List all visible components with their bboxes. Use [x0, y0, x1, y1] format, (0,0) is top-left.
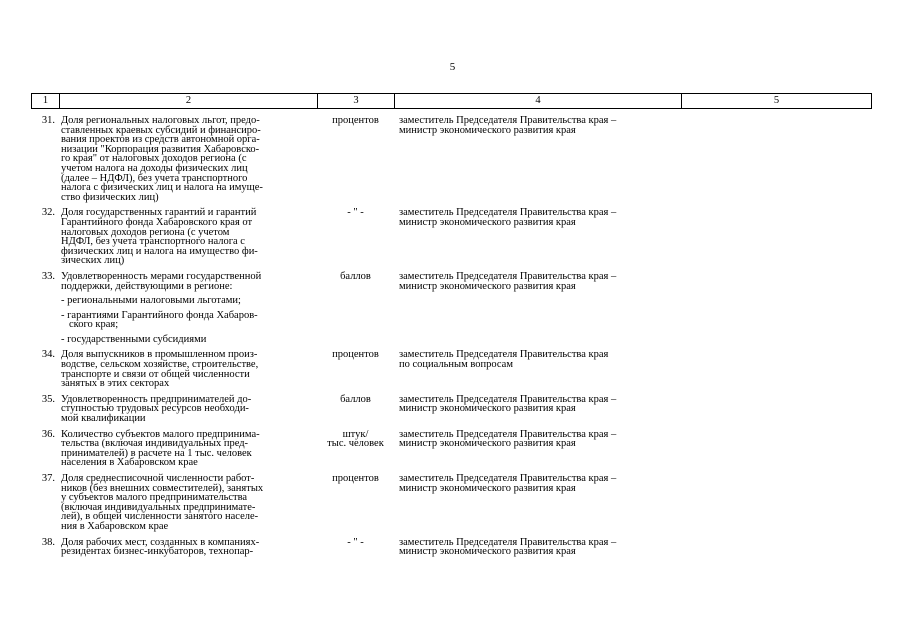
indicator-name-line: занятых в этих секторах — [61, 378, 170, 390]
indicator-name-line: низации "Корпорация развития Хабаровско- — [61, 143, 260, 155]
indicator-name-line: физических лиц и налога на имущество фи- — [61, 245, 258, 257]
unit-line: процентов — [332, 115, 379, 126]
table-header — [31, 93, 872, 109]
responsible-official — [394, 116, 681, 202]
indicator-name-line: ников (без внешних совместителей), занятых — [61, 482, 264, 494]
indicator-name — [59, 350, 317, 388]
table-row — [31, 350, 872, 388]
responsible-line: министр экономического развития края — [399, 280, 576, 292]
indicator-name-line: ступностью трудовых ресурсов необходи- — [61, 403, 249, 415]
indicator-name-line: Доля государственных гарантий и гарантий — [61, 207, 257, 219]
indicator-name-line: тельства (включая индивидуальных пред- — [61, 438, 249, 450]
responsible-line: заместитель Председателя Правительства края – — [399, 115, 617, 126]
indicator-name-line: у субъектов малого предпринимательства — [61, 492, 248, 504]
table-row — [31, 474, 872, 532]
header-col-4: 4 — [395, 94, 682, 108]
indicator-name-line: принимателей) в расчете на 1 тыс. человек — [61, 447, 252, 459]
table-body — [31, 116, 872, 563]
indicator-name-line: Доля среднесписочной численности работ- — [61, 473, 255, 484]
responsible-line: министр экономического развития края — [399, 546, 576, 558]
header-col-2: 2 — [60, 94, 318, 108]
responsible-line: министр экономического развития края — [399, 482, 576, 494]
indicator-name-line: Доля рабочих мест, созданных в компаниях- — [61, 536, 260, 548]
unit-of-measure — [317, 350, 394, 388]
header-col-1: 1 — [32, 94, 60, 108]
indicator-name-line: водстве, сельском хозяйстве, строительстве, — [61, 359, 259, 371]
indicator-name-line: поддержки, действующими в регионе: — [61, 280, 233, 292]
indicator-name-line: зических лиц) — [61, 255, 125, 267]
indicator-name — [59, 474, 317, 532]
unit-of-measure — [317, 395, 394, 424]
unit-line: тыс. человек — [327, 438, 384, 450]
responsible-official — [394, 350, 681, 388]
row-number: 36. — [41, 428, 55, 440]
header-col-5: 5 — [773, 95, 780, 106]
indicator-name — [59, 430, 317, 468]
responsible-official — [394, 395, 681, 424]
table-row — [31, 538, 872, 557]
indicator-name — [59, 116, 317, 202]
indicator-sub-item — [61, 311, 313, 330]
unit-of-measure — [317, 538, 394, 557]
row-number: 32. — [41, 207, 55, 219]
row-number: 35. — [41, 393, 55, 405]
responsible-official — [394, 208, 681, 266]
responsible-official — [394, 430, 681, 468]
indicator-name — [59, 538, 317, 557]
unit-of-measure — [317, 474, 394, 532]
row-number: 34. — [41, 349, 55, 361]
indicator-sub-item-line: - гарантиями Гарантийного фонда Хабаров- — [61, 309, 258, 321]
indicator-name-line: населения в Хабаровском крае — [61, 457, 198, 469]
unit-line: процентов — [332, 349, 379, 361]
responsible-line: министр экономического развития края — [399, 216, 576, 228]
indicator-name — [59, 272, 317, 345]
indicator-name-line: (далее – НДФЛ), без учета транспортного — [61, 172, 248, 184]
indicator-name-line: Удовлетворенность предпринимателей до- — [61, 393, 252, 405]
indicator-sub-item-line: - государственными субсидиями — [61, 333, 207, 345]
indicator-name-line: налога с физических лиц и налога на имуще- — [61, 182, 263, 194]
unit-of-measure — [317, 116, 394, 202]
responsible-official — [394, 474, 681, 532]
responsible-line: заместитель Председателя Правительства края – — [399, 428, 617, 440]
indicator-name-line: вания проектов из средств автономной орга- — [61, 134, 260, 146]
responsible-line: заместитель Председателя Правительства края – — [399, 536, 617, 548]
indicator-name-line: Количество субъектов малого предпринима- — [61, 428, 260, 440]
responsible-line: министр экономического развития края — [399, 438, 576, 450]
indicator-name-line: (включая индивидуальных предпринимате- — [61, 501, 256, 513]
indicator-name-line: транспорте и связи от общей численности — [61, 368, 250, 380]
table-row — [31, 208, 872, 266]
indicator-name — [59, 395, 317, 424]
indicator-name-line: мой квалификации — [61, 413, 146, 425]
unit-of-measure — [317, 272, 394, 345]
indicator-sub-item-line: - региональными налоговыми льготами; — [61, 295, 241, 307]
indicator-sub-item-line: ского края; — [69, 319, 119, 331]
indicator-name-line: го края" от налоговых доходов региона (с — [61, 153, 247, 165]
indicator-name-line: Доля выпускников в промышленном произ- — [61, 349, 258, 361]
header-col-3: 3 — [318, 94, 395, 108]
responsible-line: заместитель Председателя Правительства края – — [399, 207, 617, 219]
responsible-line: заместитель Председателя Правительства края – — [399, 473, 617, 484]
unit-line: - " - — [347, 536, 364, 548]
row-number: 33. — [41, 270, 55, 282]
indicator-name-line: ство физических лиц) — [61, 191, 159, 203]
row-number: 31. — [41, 115, 55, 126]
indicator-name-line: НДФЛ, без учета транспортного налога с — [61, 236, 245, 248]
indicator-name-line: налоговых доходов региона (с учетом — [61, 226, 230, 238]
table-row — [31, 395, 872, 424]
responsible-line: заместитель Председателя Правительства края — [399, 349, 609, 361]
unit-line: баллов — [340, 393, 371, 405]
indicator-name-line: ния в Хабаровском крае — [61, 520, 169, 532]
unit-line: штук/ — [342, 428, 369, 440]
indicator-sub-item — [61, 296, 313, 306]
indicator-name — [59, 208, 317, 266]
indicator-name-line: резидентах бизнес-инкубаторов, технопар- — [61, 546, 254, 558]
indicator-name-line: Гарантийного фонда Хабаровского края от — [61, 216, 253, 228]
indicator-name-line: Доля региональных налоговых льгот, предо- — [61, 115, 260, 126]
row-number: 37. — [41, 473, 55, 484]
unit-line: - " - — [347, 207, 364, 219]
responsible-line: по социальным вопросам — [399, 359, 513, 371]
table-row — [31, 272, 872, 345]
indicator-name-line: ставленных краевых субсидий и финансиро- — [61, 124, 261, 136]
responsible-official — [394, 538, 681, 557]
responsible-official — [394, 272, 681, 345]
responsible-line: министр экономического развития края — [399, 403, 576, 415]
unit-of-measure — [317, 208, 394, 266]
responsible-line: заместитель Председателя Правительства края – — [399, 270, 617, 282]
responsible-line: заместитель Председателя Правительства края – — [399, 393, 617, 405]
row-number: 38. — [41, 536, 55, 548]
responsible-line: министр экономического развития края — [399, 124, 576, 136]
indicator-name-line: лей), в общей численности занятого населе- — [61, 511, 259, 523]
table-row — [31, 116, 872, 202]
page-number: 5 — [449, 61, 456, 73]
indicator-name-line: Удовлетворенность мерами государственной — [61, 270, 262, 282]
unit-of-measure — [317, 430, 394, 468]
unit-line: процентов — [332, 473, 379, 484]
unit-line: баллов — [340, 270, 371, 282]
table-row — [31, 430, 872, 468]
indicator-name-line: учетом налога на доходы физических лиц — [61, 162, 248, 174]
indicator-sub-item — [61, 335, 313, 345]
